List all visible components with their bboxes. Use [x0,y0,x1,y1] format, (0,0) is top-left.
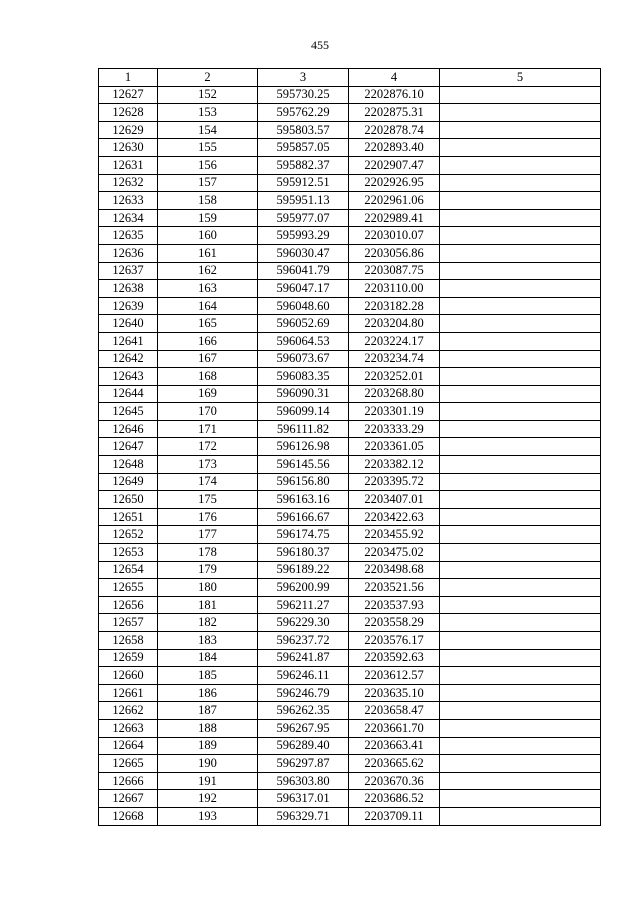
table-cell [440,86,601,104]
table-cell: 12632 [99,174,158,192]
table-cell: 153 [158,104,258,122]
table-row [99,632,601,650]
table-cell: 2202907.47 [349,156,440,174]
table-cell: 596073.67 [258,350,349,368]
table-cell: 164 [158,297,258,315]
table-cell: 157 [158,174,258,192]
coordinates-table [98,68,601,826]
table-row [99,174,601,192]
table-cell: 169 [158,385,258,403]
table-row [99,385,601,403]
table-cell: 12631 [99,156,158,174]
table-cell: 2203422.63 [349,508,440,526]
table-cell: 188 [158,719,258,737]
table-cell: 2203361.05 [349,438,440,456]
table-row [99,121,601,139]
table-cell [440,508,601,526]
table-cell [440,755,601,773]
table-cell: 595730.25 [258,86,349,104]
column-header: 4 [349,69,440,87]
table-cell: 12662 [99,702,158,720]
table-cell [440,473,601,491]
table-row [99,227,601,245]
table-cell [440,209,601,227]
table-cell [440,350,601,368]
table-cell [440,420,601,438]
table-cell: 596267.95 [258,719,349,737]
table-cell [440,491,601,509]
table-cell: 596090.31 [258,385,349,403]
table-cell: 595762.29 [258,104,349,122]
table-cell: 12658 [99,632,158,650]
table-cell: 12634 [99,209,158,227]
table-cell: 596246.11 [258,667,349,685]
table-cell: 12648 [99,456,158,474]
table-cell [440,368,601,386]
column-header: 5 [440,69,601,87]
table-cell: 193 [158,807,258,825]
column-header: 3 [258,69,349,87]
table-row [99,209,601,227]
table-cell: 596111.82 [258,420,349,438]
table-cell: 12651 [99,508,158,526]
table-cell [440,156,601,174]
table-cell: 2203333.29 [349,420,440,438]
table-row [99,755,601,773]
table-cell: 12652 [99,526,158,544]
table-cell: 2203407.01 [349,491,440,509]
table-cell: 12655 [99,579,158,597]
table-cell: 12656 [99,596,158,614]
table-cell [440,790,601,808]
table-cell: 160 [158,227,258,245]
table-cell: 12642 [99,350,158,368]
table-cell: 159 [158,209,258,227]
table-cell: 596297.87 [258,755,349,773]
table-cell: 596317.01 [258,790,349,808]
table-cell: 2203612.57 [349,667,440,685]
table-cell: 2203665.62 [349,755,440,773]
table-row [99,544,601,562]
table-cell: 2203709.11 [349,807,440,825]
table-row [99,508,601,526]
table-row [99,561,601,579]
table-row [99,473,601,491]
table-cell: 12636 [99,244,158,262]
table-cell: 174 [158,473,258,491]
column-header: 1 [99,69,158,87]
table-row [99,491,601,509]
table-cell: 596180.37 [258,544,349,562]
table-cell [440,104,601,122]
table-row [99,315,601,333]
table-cell: 2203110.00 [349,280,440,298]
table-cell: 191 [158,772,258,790]
table-cell: 596241.87 [258,649,349,667]
table-cell: 2203301.19 [349,403,440,421]
table-row [99,614,601,632]
table-cell: 184 [158,649,258,667]
table-cell: 595993.29 [258,227,349,245]
table-cell: 2203658.47 [349,702,440,720]
table-cell: 596200.99 [258,579,349,597]
table-cell: 155 [158,139,258,157]
table-cell: 180 [158,579,258,597]
table-cell: 171 [158,420,258,438]
column-header: 2 [158,69,258,87]
table-cell: 596083.35 [258,368,349,386]
table-cell [440,737,601,755]
table-cell: 596099.14 [258,403,349,421]
table-row [99,280,601,298]
table-cell: 168 [158,368,258,386]
table-row [99,262,601,280]
table-cell [440,772,601,790]
table-cell [440,807,601,825]
table-cell: 185 [158,667,258,685]
table-cell: 12649 [99,473,158,491]
table-cell: 189 [158,737,258,755]
table-cell [440,403,601,421]
table-cell: 12664 [99,737,158,755]
table-cell: 596303.80 [258,772,349,790]
table-cell: 595912.51 [258,174,349,192]
table-cell: 2203558.29 [349,614,440,632]
table-cell: 182 [158,614,258,632]
table-cell: 2202876.10 [349,86,440,104]
table-cell: 163 [158,280,258,298]
table-cell: 2203455.92 [349,526,440,544]
table-cell: 2203663.41 [349,737,440,755]
table-cell [440,561,601,579]
table-cell: 12663 [99,719,158,737]
table-cell: 172 [158,438,258,456]
table-cell [440,719,601,737]
table-cell: 596229.30 [258,614,349,632]
table-row [99,104,601,122]
table-cell: 595882.37 [258,156,349,174]
table-row [99,456,601,474]
table-cell: 596030.47 [258,244,349,262]
table-cell: 12650 [99,491,158,509]
table-cell: 154 [158,121,258,139]
table-cell: 178 [158,544,258,562]
table-header-row [99,69,601,87]
table-cell [440,684,601,702]
table-row [99,297,601,315]
table-cell [440,385,601,403]
table-row [99,86,601,104]
table-row [99,719,601,737]
table-cell: 2203686.52 [349,790,440,808]
table-cell: 12665 [99,755,158,773]
table-cell: 2203204.80 [349,315,440,333]
table-cell: 167 [158,350,258,368]
table-cell [440,544,601,562]
table-cell: 596174.75 [258,526,349,544]
table-cell: 596262.35 [258,702,349,720]
table-cell: 2203670.36 [349,772,440,790]
table-cell: 12657 [99,614,158,632]
table-cell: 12639 [99,297,158,315]
table-cell: 12653 [99,544,158,562]
table-cell: 595977.07 [258,209,349,227]
table-cell [440,174,601,192]
table-cell [440,297,601,315]
table-cell: 12635 [99,227,158,245]
table-row [99,684,601,702]
table-cell: 162 [158,262,258,280]
table-cell [440,192,601,210]
table-cell: 12633 [99,192,158,210]
table-cell [440,315,601,333]
table-row [99,420,601,438]
table-cell [440,667,601,685]
table-cell [440,579,601,597]
table-cell: 2203395.72 [349,473,440,491]
table-cell [440,139,601,157]
table-cell: 595857.05 [258,139,349,157]
table-row [99,702,601,720]
table-cell: 596289.40 [258,737,349,755]
table-cell: 175 [158,491,258,509]
table-cell: 12638 [99,280,158,298]
table-cell: 12659 [99,649,158,667]
table-row [99,438,601,456]
table-cell: 186 [158,684,258,702]
table-cell: 596211.27 [258,596,349,614]
table-cell: 596329.71 [258,807,349,825]
table-cell: 2203537.93 [349,596,440,614]
table-cell: 12641 [99,332,158,350]
table-cell: 12646 [99,420,158,438]
table-cell: 12661 [99,684,158,702]
table-row [99,596,601,614]
table-cell [440,280,601,298]
table-cell: 595803.57 [258,121,349,139]
table-cell: 2203010.07 [349,227,440,245]
table-cell: 596145.56 [258,456,349,474]
table-cell: 2203521.56 [349,579,440,597]
table-cell: 181 [158,596,258,614]
table-cell: 12647 [99,438,158,456]
table-cell: 176 [158,508,258,526]
table-cell: 165 [158,315,258,333]
table-cell: 2203498.68 [349,561,440,579]
table-cell: 2203234.74 [349,350,440,368]
table-row [99,526,601,544]
table-row [99,403,601,421]
table-row [99,649,601,667]
table-cell [440,632,601,650]
table-cell: 12660 [99,667,158,685]
table-cell [440,244,601,262]
table-cell: 177 [158,526,258,544]
table-row [99,790,601,808]
table-cell: 595951.13 [258,192,349,210]
table-cell: 2202926.95 [349,174,440,192]
table-cell: 2202875.31 [349,104,440,122]
table-cell: 596246.79 [258,684,349,702]
table-cell: 183 [158,632,258,650]
table-cell: 596052.69 [258,315,349,333]
table-cell: 12627 [99,86,158,104]
table-cell: 12630 [99,139,158,157]
table-cell: 596126.98 [258,438,349,456]
table-cell: 2203268.80 [349,385,440,403]
table-cell [440,332,601,350]
table-row [99,368,601,386]
table-cell: 12666 [99,772,158,790]
table-body [99,86,601,825]
table-row [99,667,601,685]
table-row [99,192,601,210]
table-cell: 2202878.74 [349,121,440,139]
table-cell: 2203182.28 [349,297,440,315]
table-cell: 596047.17 [258,280,349,298]
table-cell: 2203224.17 [349,332,440,350]
table-cell: 2203382.12 [349,456,440,474]
table-cell: 596048.60 [258,297,349,315]
table-cell: 12628 [99,104,158,122]
table-cell: 12667 [99,790,158,808]
table-cell [440,702,601,720]
table-cell: 2202961.06 [349,192,440,210]
table-row [99,737,601,755]
table-cell: 2203252.01 [349,368,440,386]
table-cell [440,262,601,280]
table-row [99,139,601,157]
table-cell: 158 [158,192,258,210]
table-cell: 187 [158,702,258,720]
table-cell: 12654 [99,561,158,579]
table-cell: 2203592.63 [349,649,440,667]
table-cell: 2203635.10 [349,684,440,702]
table-cell: 161 [158,244,258,262]
table-row [99,244,601,262]
table-cell: 2203087.75 [349,262,440,280]
table-cell: 2203661.70 [349,719,440,737]
table-cell: 2203056.86 [349,244,440,262]
table-cell: 596041.79 [258,262,349,280]
table-cell [440,649,601,667]
table-cell: 2203475.02 [349,544,440,562]
table-cell [440,456,601,474]
table-cell: 179 [158,561,258,579]
table-row [99,772,601,790]
table-cell [440,227,601,245]
table-cell: 596166.67 [258,508,349,526]
table-cell: 192 [158,790,258,808]
table-row [99,579,601,597]
table-cell: 596064.53 [258,332,349,350]
table-cell: 12643 [99,368,158,386]
table-cell: 12644 [99,385,158,403]
table-cell: 170 [158,403,258,421]
table-cell: 173 [158,456,258,474]
table-cell [440,121,601,139]
table-cell [440,614,601,632]
table-cell: 596237.72 [258,632,349,650]
table-row [99,807,601,825]
table-cell: 596156.80 [258,473,349,491]
table-row [99,350,601,368]
table-cell: 156 [158,156,258,174]
table-row [99,156,601,174]
table-cell [440,596,601,614]
table-cell: 12640 [99,315,158,333]
table-cell: 12637 [99,262,158,280]
table-cell: 152 [158,86,258,104]
table-cell: 2203576.17 [349,632,440,650]
table-cell: 12629 [99,121,158,139]
table-cell [440,438,601,456]
table-row [99,332,601,350]
page-number: 455 [311,38,329,52]
table-cell: 2202893.40 [349,139,440,157]
table-cell: 12668 [99,807,158,825]
table-cell [440,526,601,544]
table-cell: 596163.16 [258,491,349,509]
table-cell: 166 [158,332,258,350]
table-cell: 12645 [99,403,158,421]
table-cell: 596189.22 [258,561,349,579]
table-cell: 190 [158,755,258,773]
table-cell: 2202989.41 [349,209,440,227]
